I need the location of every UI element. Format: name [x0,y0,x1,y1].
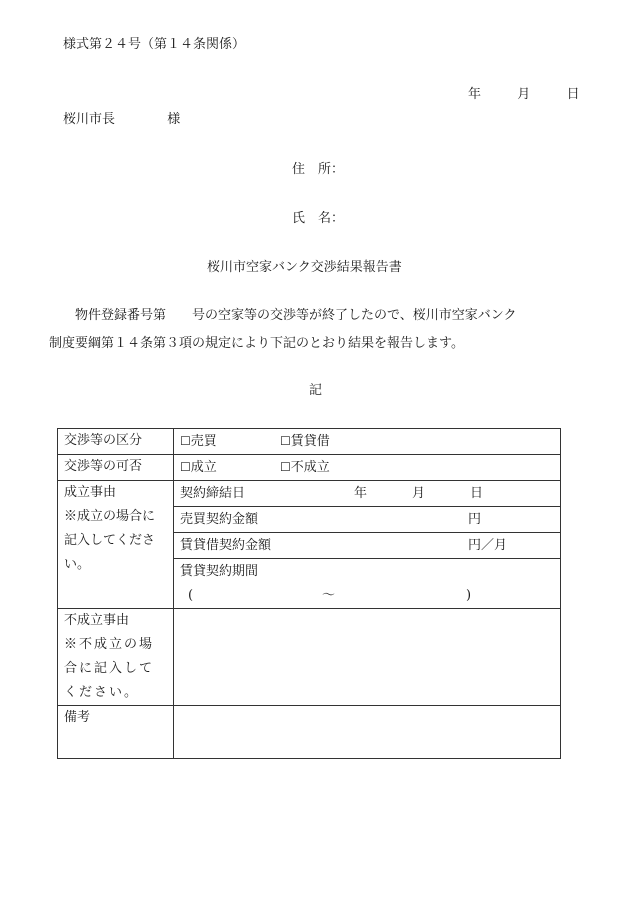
contract-day: 日 [470,486,484,501]
addressee: 桜川市長 [63,112,116,127]
not-established-reason-note: ※不成立の場合に記入してください。 [64,637,155,700]
contract-date-label: 契約締結日 [180,486,246,501]
option-not-established[interactable] [280,455,380,480]
table-row [58,706,561,759]
lease-amount-label: 賃貸借契約金額 [180,538,272,553]
ki-label: 記 [309,383,323,398]
table-row [58,481,561,609]
row-label-negotiation-type: 交渉等の区分 [58,429,174,455]
lease-period-row[interactable] [174,559,560,608]
addressee-line [63,111,180,129]
address-label: 住 所： [292,162,345,177]
row-label-not-established-reason [58,609,174,706]
option-established-label: 成立 [190,460,217,475]
table-row [58,455,561,481]
document-title: 桜川市空家バンク交渉結果報告書 [207,260,402,275]
date-line [468,86,580,104]
date-day-label: 日 [566,87,580,102]
row-label-established-reason [58,481,174,609]
sale-amount-row[interactable] [174,507,560,533]
paragraph-line-2: 制度要綱第１４条第３項の規定により下記のとおり結果を報告します。 [49,336,464,351]
period-close: ) [466,588,472,603]
period-open: ( [188,588,194,603]
option-not-established-label: 不成立 [290,460,330,475]
established-reason-note: ※成立の場合に記入してください。 [64,509,156,572]
sale-amount-label: 売買契約金額 [180,512,259,527]
checkbox-icon[interactable]: ☐ [180,434,191,448]
option-lease[interactable] [280,429,380,454]
established-details [174,481,561,609]
checkbox-icon[interactable]: ☐ [180,460,191,474]
name-label: 氏 名： [292,211,345,226]
body-paragraph [49,302,572,358]
established-reason-title: 成立事由 [64,485,117,500]
table-row [58,609,561,706]
date-month-label: 月 [517,87,531,102]
addressee-suffix: 様 [167,112,181,127]
remarks-field[interactable] [174,706,561,759]
result-table [57,428,561,759]
negotiation-result-options [174,455,561,481]
contract-month: 月 [412,486,426,501]
row-label-remarks: 備考 [58,706,174,759]
option-established[interactable] [180,455,280,480]
negotiation-type-options [174,429,561,455]
lease-amount-row[interactable] [174,533,560,559]
table-row [58,429,561,455]
paragraph-line-1: 物件登録番号第 号の空家等の交渉等が終了したので、桜川市空家バンク [75,308,517,323]
checkbox-icon[interactable]: ☐ [280,460,291,474]
sale-amount-unit: 円 [468,512,482,527]
form-number: 様式第２４号（第１４条関係） [63,37,246,52]
option-sale[interactable] [180,429,280,454]
row-label-negotiation-result: 交渉等の可否 [58,455,174,481]
checkbox-icon[interactable]: ☐ [280,434,291,448]
not-established-reason-title: 不成立事由 [64,613,130,628]
lease-amount-unit: 円／月 [468,538,508,553]
period-tilde: ～ [322,588,336,603]
contract-date-row[interactable] [174,481,560,507]
option-sale-label: 売買 [190,434,217,449]
date-year-label: 年 [468,87,482,102]
option-lease-label: 賃貸借 [290,434,330,449]
contract-year: 年 [354,486,368,501]
lease-period-label: 賃貸契約期間 [180,564,259,579]
not-established-reason-field[interactable] [174,609,561,706]
